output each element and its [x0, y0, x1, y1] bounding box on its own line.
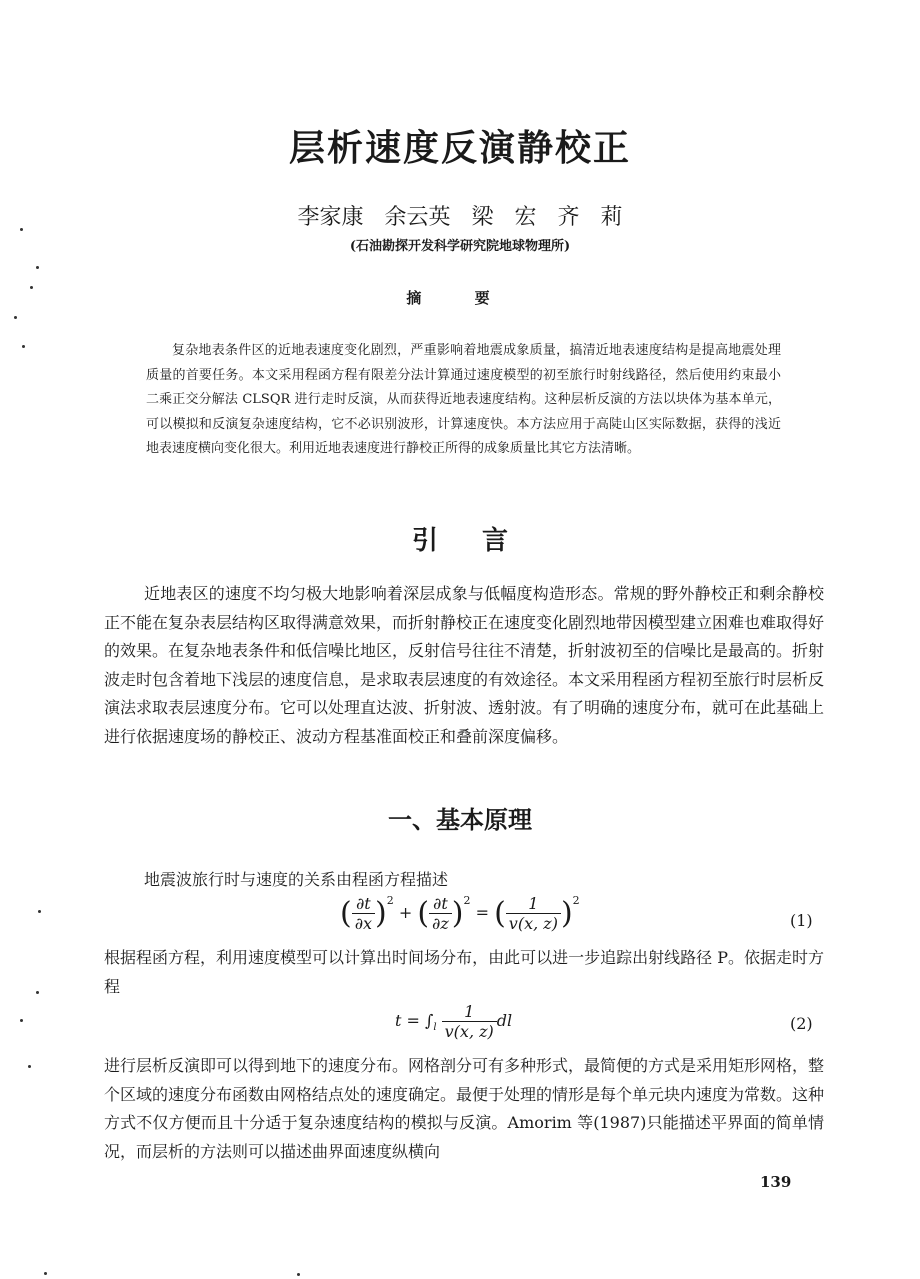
intro-paragraph: 近地表区的速度不均匀极大地影响着深层成象与低幅度构造形态。常规的野外静校正和剩余静校正不能在复杂表层结构区取得满意效果，而折射静校正在速度变化剧烈地带因模型建立困难也难取得好的效果。在复杂地表条件和低信噪比地区，反射信号往往不清楚，折射波初至的信噪比是最高的。折射波走时包含着地下浅层的速度信息，是求取表层速度的有效途径。本文采用程函方程初至旅行时层析反演法求取表层速度分布。它可以处理直达波、折射波、透射波。有了明确的速度分布，就可在此基础上进行依据速度场的静校正、波动方程基准面校正和叠前深度偏移。 — [104, 584, 825, 746]
paper-title: 层析速度反演静校正 — [288, 127, 631, 169]
equation-1-number: (1) — [790, 911, 813, 930]
eq1-denominator-z: ∂z — [432, 914, 449, 933]
scan-speck — [28, 1065, 31, 1068]
abstract-heading: 摘 要 — [406, 289, 514, 307]
author-list: 李家康 余云英 梁 宏 齐 莉 — [297, 205, 623, 230]
scan-speck — [36, 266, 39, 269]
equation-2-number: (2) — [790, 1014, 813, 1033]
page-number: 139 — [760, 1173, 792, 1191]
eq1-velocity: v(x, z) — [508, 914, 558, 933]
eq2-dl: dl — [496, 1011, 513, 1030]
section-heading-principles: 一、基本原理 — [388, 805, 532, 834]
abstract-text: 复杂地表条件区的近地表速度变化剧烈，严重影响着地震成象质量，搞清近地表速度结构是提高地震处理质量的首要任务。本文采用程函方程有限差分法计算通过速度模型的初至旅行时射线路径，然后使用约束最小二乘正交分解法 CLSQR 进行走时反演，从而获得近地表速度结构。这种层析反演的方法以块体为基本单元，可以模拟和反演复杂速度结构，它不必识别波形，计算速度快。本方法应用于高陡山区实际数据，获得的浅近地表速度横向变化很大。利用近地表速度进行静校正所得的成象质量比其它方法清晰。 — [146, 343, 781, 456]
scan-speck — [38, 910, 41, 913]
scan-speck — [14, 316, 17, 319]
scan-speck — [22, 345, 25, 348]
scan-speck — [36, 991, 39, 994]
eq1-exponent-2: 2 — [463, 894, 471, 907]
principle-paragraph-3: 进行层析反演即可以得到地下的速度分布。网格剖分可有多种形式，最简便的方式是采用矩形网格，整个区域的速度分布函数由网格结点处的速度确定。最便于处理的情形是每个单元块内速度为常数。这种方式不仅方便而且十分适于复杂速度结构的模拟与反演。Amorim 等(1987)只能描述平界面的简单情况，而层析的方法则可以描述曲界面速度纵横向 — [104, 1056, 825, 1161]
equation-2 — [395, 1002, 575, 1048]
eq1-denominator-x: ∂x — [354, 914, 373, 933]
eq1-one: 1 — [506, 894, 561, 914]
principle-paragraph-1: 地震波旅行时与速度的关系由程函方程描述 — [144, 870, 449, 889]
scan-speck — [44, 1272, 47, 1275]
affiliation: (石油勘探开发科学研究院地球物理所) — [349, 239, 571, 254]
eq1-numerator: ∂t — [352, 894, 375, 914]
principle-paragraph-2: 根据程函方程，利用速度模型可以计算出时间场分布，由此可以进一步追踪出射线路径 P。依据走时方程 — [104, 948, 824, 996]
eq2-subscript: l — [433, 1022, 437, 1034]
eq2-one: 1 — [442, 1002, 497, 1022]
eq1-exponent-3: 2 — [572, 894, 580, 907]
equation-1: ( $\frac{\partial t}{\partial x}$ )$^2$ + ( $\frac{\partial t}{\partial z}$ )$^2$ = ( $\frac{1}{v(x, z)}$ )$^2$ — [340, 894, 580, 933]
intro-heading: 引言 — [411, 526, 552, 556]
eq2-lhs: t = ∫ — [395, 1011, 434, 1030]
scan-speck — [20, 1019, 23, 1022]
eq1-numerator-2: ∂t — [429, 894, 452, 914]
scan-speck — [297, 1273, 300, 1276]
scan-speck — [30, 286, 33, 289]
scan-speck — [20, 228, 23, 231]
eq1-exponent: 2 — [386, 894, 394, 907]
eq2-velocity: v(x, z) — [444, 1022, 494, 1041]
